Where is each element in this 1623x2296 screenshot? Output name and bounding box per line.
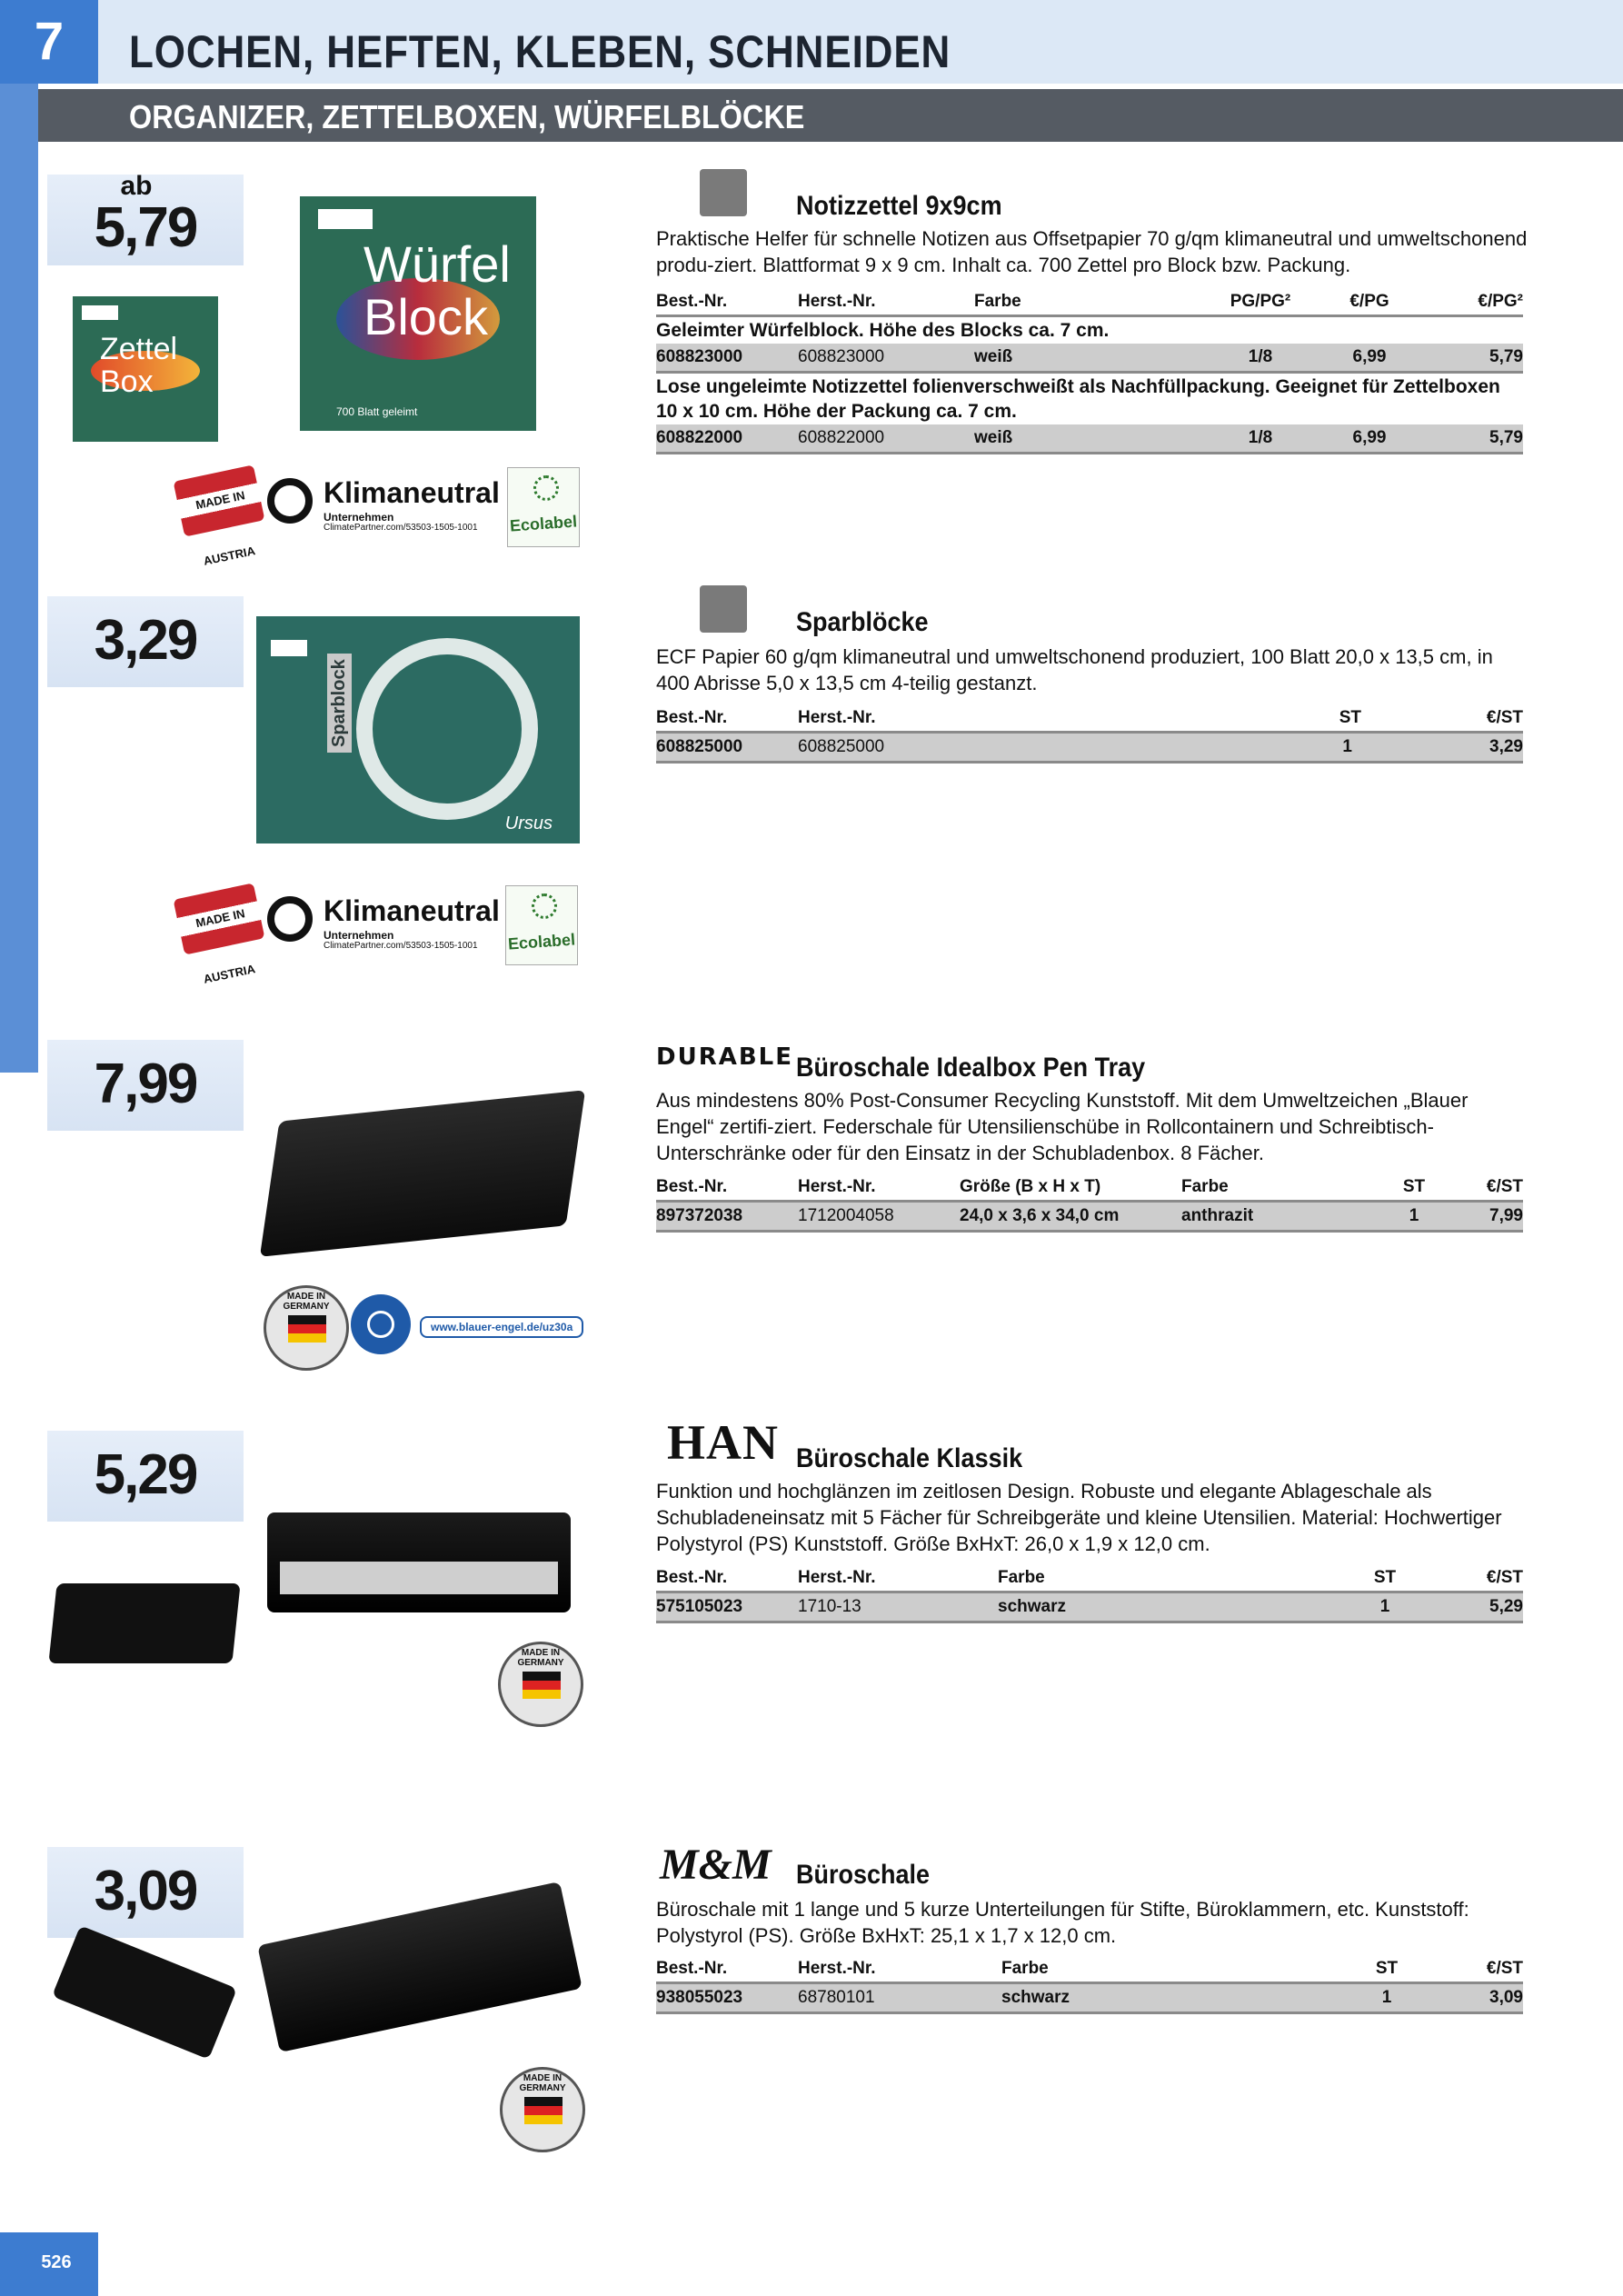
klimaneutral-logo: Klimaneutral Unternehmen ClimatePartner.com/53503-1505-1001 (267, 891, 503, 954)
table-note-row: Lose ungeleimte Notizzettel folienverschweißt als Nachfüllpackung. Geeignet für Zettelboxen 10 x 10 cm. Höhe der Packung ca. 7 cm. (656, 373, 1523, 425)
product-table (656, 1174, 1523, 1233)
price-value: 3,29 (94, 609, 197, 672)
barcode-icon (318, 209, 373, 229)
mm-tray-angle-image (52, 1925, 237, 2060)
product-title: Büroschale (796, 1860, 931, 1890)
table-header-row: Best.-Nr. Herst.-Nr. Farbe PG/PG² €/PG €/PG² (656, 289, 1523, 316)
blauer-engel-icon (351, 1294, 411, 1354)
germany-flag-icon (523, 1672, 561, 1699)
package-label: Würfel Block (363, 235, 511, 345)
price-badge (47, 171, 244, 265)
ecolabel-logo: Ecolabel (505, 885, 578, 965)
germany-flag-icon (524, 2097, 563, 2124)
table-row: 608822000 608822000 weiß 1/8 6,99 5,79 (656, 424, 1523, 454)
package-brand: Ursus (504, 814, 553, 834)
blauer-engel-url: www.blauer-engel.de/uz30a (420, 1316, 583, 1338)
product-title: Büroschale Klassik (796, 1443, 1023, 1473)
product-description: ECF Papier 60 g/qm klimaneutral und umweltschonend produziert, 100 Blatt 20,0 x 13,5 cm, in 400 Abrisse 5,0 x 13,5 cm 4-teilig gestanzt. (656, 645, 1493, 694)
price-value: 5,79 (94, 196, 197, 259)
mm-tray-image (257, 1882, 582, 2052)
section-title: ORGANIZER, ZETTELBOXEN, WÜRFELBLÖCKE (129, 98, 805, 135)
product-table (656, 1565, 1523, 1623)
price-badge (47, 596, 244, 687)
product-table (656, 1956, 1523, 2014)
price-value: 5,29 (94, 1443, 197, 1506)
durable-logo: DURABLE (656, 1043, 793, 1071)
page-title: LOCHEN, HEFTEN, KLEBEN, SCHNEIDEN (129, 26, 951, 77)
price-badge (47, 1040, 244, 1131)
table-header-row: Best.-Nr. Herst.-Nr. ST €/ST (656, 705, 1523, 733)
klimaneutral-icon (267, 478, 313, 524)
chapter-number: 7 (0, 0, 98, 84)
product-description: Aus mindestens 80% Post-Consumer Recycling Kunststoff. Mit dem Umweltzeichen „Blauer Engel“ zertifi-ziert. Federschale für Utensilienschübe in Rollcontainern und Schreibtisch-Unterschränke oder für den Einsatz in der Schubladenbox. 8 Fächer. (656, 1089, 1469, 1164)
pen-tray-image (260, 1090, 585, 1257)
han-logo: HAN (667, 1415, 779, 1470)
eu-flower-icon (532, 893, 557, 919)
product-title: Notizzettel 9x9cm (796, 191, 1002, 221)
table-header-row: Best.-Nr. Herst.-Nr. Größe (B x H x T) Farbe ST €/ST (656, 1174, 1523, 1202)
table-row: 608823000 608823000 weiß 1/8 6,99 5,79 (656, 344, 1523, 373)
zettelbox-package-image (73, 296, 218, 442)
barcode-icon (82, 305, 118, 320)
product-title: Büroschale Idealbox Pen Tray (796, 1053, 1146, 1083)
klimaneutral-logo: Klimaneutral Unternehmen ClimatePartner.com/53503-1505-1001 (267, 473, 503, 536)
made-in-austria-logo: MADE IN AUSTRIA (174, 883, 265, 954)
barcode-icon (271, 640, 307, 656)
table-header-row: Best.-Nr. Herst.-Nr. Farbe ST €/ST (656, 1565, 1523, 1592)
table-header-row: Best.-Nr. Herst.-Nr. Farbe ST €/ST (656, 1956, 1523, 1983)
table-row: 897372038 1712004058 24,0 x 3,6 x 34,0 cm anthrazit 1 7,99 (656, 1202, 1523, 1232)
klassik-tray-image (267, 1512, 571, 1612)
ursus-style-logo (700, 585, 747, 633)
tray-compartment (280, 1562, 558, 1594)
table-row: 938055023 68780101 schwarz 1 3,09 (656, 1983, 1523, 2013)
klassik-tray-angle-image (48, 1583, 240, 1663)
made-in-austria-logo: MADE IN AUSTRIA (174, 464, 265, 536)
left-color-bar (0, 0, 38, 1073)
germany-flag-icon (288, 1315, 326, 1343)
table-note-row: Geleimter Würfelblock. Höhe des Blocks ca. 7 cm. (656, 316, 1523, 344)
table-row: 608825000 608825000 1 3,29 (656, 733, 1523, 763)
package-subtext: 700 Blatt geleimt (336, 405, 418, 418)
package-label: Sparblock (327, 654, 352, 753)
made-in-germany-seal: MADE IN GERMANY (264, 1285, 349, 1371)
product-description: Praktische Helfer für schnelle Notizen aus Offsetpapier 70 g/qm klimaneutral und umweltschonend produ-ziert. Blattformat 9 x 9 cm. Inhalt ca. 700 Zettel pro Block bzw. Packung. (656, 227, 1528, 276)
made-in-germany-seal: MADE IN GERMANY (498, 1642, 583, 1727)
price-value: 7,99 (94, 1053, 197, 1115)
table-row: 575105023 1710-13 schwarz 1 5,29 (656, 1592, 1523, 1622)
klimaneutral-icon (267, 896, 313, 942)
price-prefix: ab (120, 171, 153, 201)
price-value: 3,09 (94, 1860, 197, 1922)
product-table (656, 289, 1523, 454)
price-badge (47, 1431, 244, 1522)
product-title: Sparblöcke (796, 607, 929, 637)
eu-flower-icon (533, 475, 559, 501)
made-in-germany-seal: MADE IN GERMANY (500, 2067, 585, 2152)
wuerfelblock-package-image (300, 196, 536, 431)
ursus-style-logo (700, 169, 747, 216)
page-number: 526 (41, 2252, 72, 2272)
sparblock-package-image (256, 616, 580, 844)
package-label: Zettel Box (100, 332, 178, 399)
product-description: Büroschale mit 1 lange und 5 kurze Unterteilungen für Stifte, Büroklammern, etc. Kunststoff: Polystyrol (PS). Größe BxHxT: 25,1 x 1,7 x 12,0 cm. (656, 1898, 1469, 1947)
product-description: Funktion und hochglänzen im zeitlosen Design. Robuste und elegante Ablageschale als Schubladeneinsatz mit 5 Fächer für Schreibgeräte und kleine Utensilien. Material: Hochwertiger Polystyrol (PS) Kunststoff. Größe BxHxT: 26,0 x 1,9 x 12,0 cm. (656, 1480, 1502, 1555)
price-badge (47, 1847, 244, 1938)
ecolabel-logo: Ecolabel (507, 467, 580, 547)
mm-logo: M&M (660, 1841, 772, 1889)
brush-circle-graphic (356, 638, 538, 820)
product-table (656, 705, 1523, 764)
